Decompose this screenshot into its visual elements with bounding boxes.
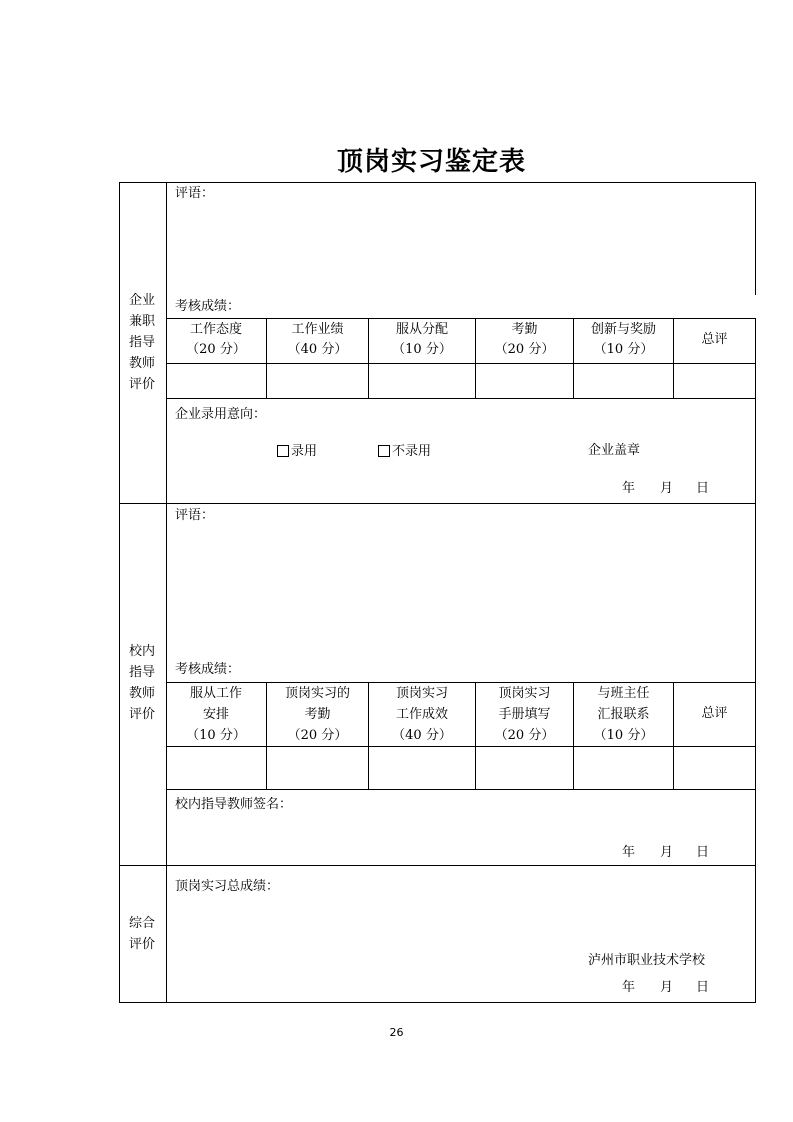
header-line: 安排 [202,707,229,722]
date-day: 日 [696,481,710,496]
header-name: 创新与奖励 [590,322,656,337]
label-line: 校内 [128,644,155,659]
score-cell-overall[interactable] [674,364,755,398]
section2-label [120,641,164,725]
table-top-border [119,182,756,183]
label-line: 综合 [128,916,155,931]
header-line: （10 分） [593,728,654,743]
header-overall [674,330,755,350]
label-line: 企业 [128,293,155,308]
company-seal-label: 企业盖章 [588,443,641,458]
date-day: 日 [696,980,710,995]
header-points: （20 分） [494,342,555,357]
label-line: 教师 [128,686,155,701]
header-line: 手册填写 [498,707,551,722]
teacher-signature-label: 校内指导教师签名： [175,797,293,812]
score-cell-handbook[interactable] [476,747,573,789]
header-line: 汇报联系 [597,707,650,722]
header-points: （40 分） [287,342,348,357]
score-table-bottom [166,398,756,399]
label-line: 评价 [128,377,155,392]
score-cell-obedience[interactable] [369,364,475,398]
header-innovation [574,320,673,360]
header-work-arrangement [166,683,266,746]
header-line: 与班主任 [597,686,650,701]
section-divider-2 [119,865,756,866]
header-line: 顶岗实习 [498,686,551,701]
header-line: （10 分） [186,728,246,743]
score-cell-attendance[interactable] [267,747,368,789]
header-line: （20 分） [494,728,555,743]
score-cell-report[interactable] [574,747,673,789]
header-line: 考勤 [304,707,331,722]
header-obedience [369,320,475,360]
section-divider-1 [119,503,756,504]
header-name: 考勤 [511,322,538,337]
header-name: 工作态度 [189,322,242,337]
no-hire-option-label: 不录用 [392,444,432,459]
score-label: 考核成绩： [175,299,241,314]
header-points: （20 分） [186,342,246,357]
header-points: （10 分） [593,342,654,357]
header-handbook [476,683,573,746]
page-number: 26 [389,1026,404,1039]
score-cell-innovation[interactable] [574,364,673,398]
school-name: 泸州市职业技术学校 [588,953,706,968]
score-cell-overall[interactable] [674,747,755,789]
header-line: 工作成效 [395,707,448,722]
score-cell-performance[interactable] [267,364,368,398]
date-month: 月 [660,845,674,860]
score-label: 考核成绩： [175,662,241,677]
hire-checkbox[interactable] [277,445,289,457]
score-cell-arrangement[interactable] [167,747,266,789]
no-hire-checkbox[interactable] [378,445,390,457]
header-line: 总评 [701,706,728,721]
header-internship-attendance [267,683,368,746]
date-month: 月 [660,980,674,995]
header-report-contact [574,683,673,746]
header-line: 服从工作 [189,686,242,701]
score-cell-attitude[interactable] [167,364,266,398]
hire-intent-label: 企业录用意向： [175,407,267,422]
header-line: 顶岗实习的 [284,686,350,701]
score-cell-results[interactable] [369,747,475,789]
date-year: 年 [622,481,636,496]
header-name: 工作业绩 [291,322,344,337]
score-table-bottom [166,789,756,790]
date-month: 月 [660,481,674,496]
header-line: 顶岗实习 [395,686,448,701]
date-day: 日 [696,845,710,860]
score-cell-attendance[interactable] [476,364,573,398]
label-line: 指导 [128,665,155,680]
hire-option-label: 录用 [291,444,318,459]
header-work-performance [267,320,368,360]
header-points: （10 分） [392,342,452,357]
section3-label [120,913,164,955]
label-line: 指导 [128,335,155,350]
date-year: 年 [622,980,636,995]
section1-label [120,290,164,395]
page-title: 顶岗实习鉴定表 [336,147,526,177]
total-score-label: 顶岗实习总成绩： [175,879,280,894]
header-name: 服从分配 [395,322,448,337]
table-right-border-top [755,182,756,295]
label-line: 评价 [128,707,155,722]
date-year: 年 [622,845,636,860]
label-line: 教师 [128,356,155,371]
comment-label: 评语： [175,186,215,201]
header-work-attitude [166,320,266,360]
header-line: （20 分） [287,728,348,743]
table-bottom-border [119,1002,756,1003]
comment-label: 评语： [175,508,215,523]
label-column-divider [166,182,167,1003]
score-table-top [166,318,756,319]
header-work-results [369,683,475,746]
header-name: 总评 [701,332,728,347]
label-line: 兼职 [128,314,155,329]
table-right-border [755,318,756,1003]
label-line: 评价 [128,937,155,952]
header-overall [674,704,755,724]
header-attendance [476,320,573,360]
header-line: （40 分） [392,728,452,743]
